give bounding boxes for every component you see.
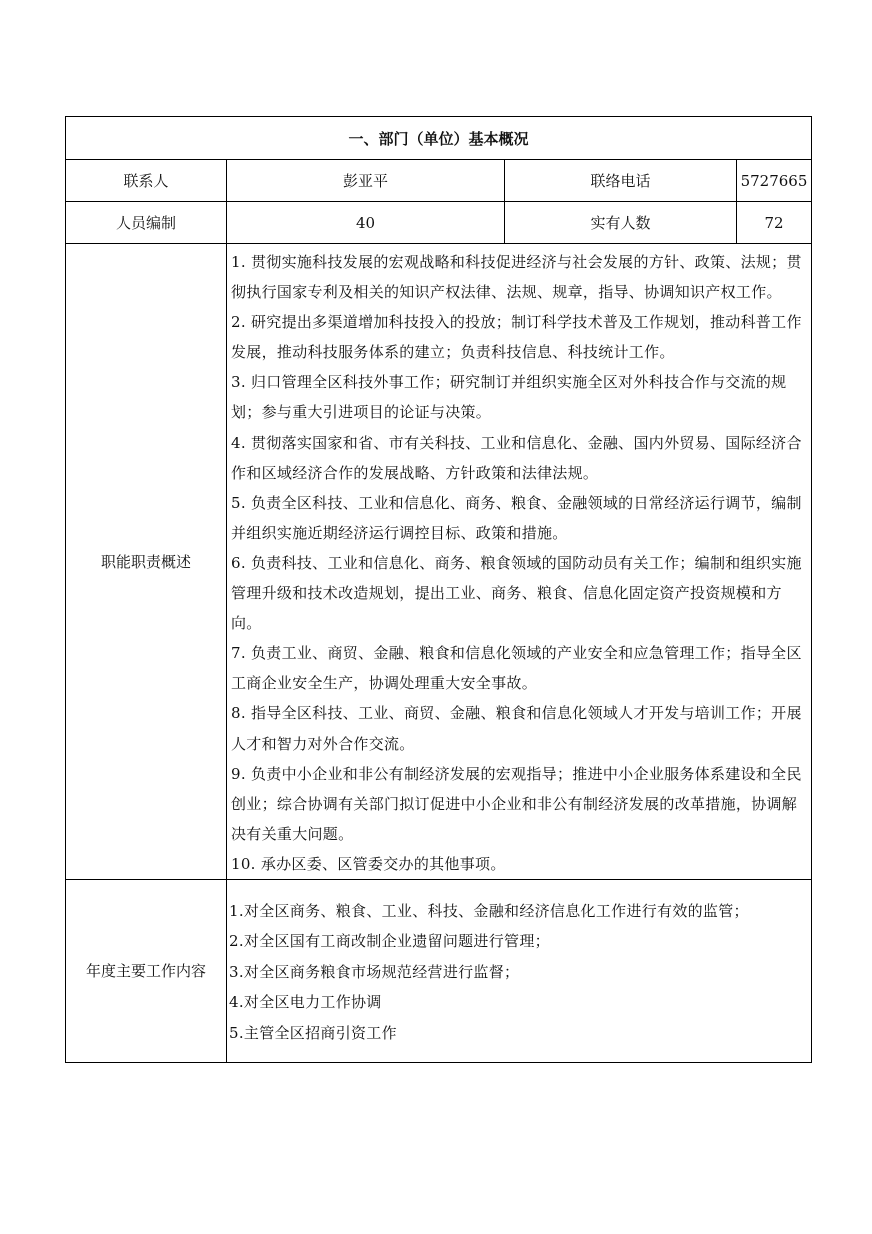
duty-item: 1. 贯彻实施科技发展的宏观战略和科技促进经济与社会发展的方针、政策、法规；贯彻执行国家专利及相关的知识产权法律、法规、规章，指导、协调知识产权工作。 xyxy=(231,253,802,302)
table-row xyxy=(66,160,812,202)
table-row xyxy=(66,879,812,1062)
duty-item: 10. 承办区委、区管委交办的其他事项。 xyxy=(231,854,506,873)
work-item: 4.对全区电力工作协调 xyxy=(229,993,382,1012)
duty-item: 2. 研究提出多渠道增加科技投入的投放；制订科学技术普及工作规划，推动科普工作发展，推动科技服务体系的建立；负责科技信息、科技统计工作。 xyxy=(231,313,802,362)
annual-work-content xyxy=(227,879,812,1062)
contact-value: 彭亚平 xyxy=(227,160,505,202)
actual-staff-label: 实有人数 xyxy=(505,202,737,244)
work-item: 2.对全区国有工商改制企业遗留问题进行管理； xyxy=(229,932,550,951)
table-row xyxy=(66,202,812,244)
staff-quota-value: 40 xyxy=(227,202,505,244)
work-item: 1.对全区商务、粮食、工业、科技、金融和经济信息化工作进行有效的监管； xyxy=(229,901,749,920)
duty-item: 4. 贯彻落实国家和省、市有关科技、工业和信息化、金融、国内外贸易、国际经济合作和区域经济合作的发展战略、方针政策和法律法规。 xyxy=(231,433,802,482)
duties-label: 职能职责概述 xyxy=(66,244,227,880)
table-row xyxy=(66,244,812,880)
duty-item: 5. 负责全区科技、工业和信息化、商务、粮食、金融领域的日常经济运行调节，编制并组织实施近期经济运行调控目标、政策和措施。 xyxy=(231,493,802,542)
duty-item: 3. 归口管理全区科技外事工作；研究制订并组织实施全区对外科技合作与交流的规划；参与重大引进项目的论证与决策。 xyxy=(231,373,787,422)
work-item: 5.主管全区招商引资工作 xyxy=(229,1023,397,1042)
work-item: 3.对全区商务粮食市场规范经营进行监督； xyxy=(229,962,520,981)
basic-info-table xyxy=(65,116,812,1063)
table-title: 一、部门（单位）基本概况 xyxy=(66,117,812,160)
phone-label: 联络电话 xyxy=(505,160,737,202)
annual-work-label: 年度主要工作内容 xyxy=(66,879,227,1062)
actual-staff-value: 72 xyxy=(737,202,812,244)
duty-item: 6. 负责科技、工业和信息化、商务、粮食领域的国防动员有关工作；编制和组织实施管理升级和技术改造规划，提出工业、商务、粮食、信息化固定资产投资规模和方向。 xyxy=(231,553,802,633)
duties-content xyxy=(227,244,812,880)
duty-item: 9. 负责中小企业和非公有制经济发展的宏观指导；推进中小企业服务体系建设和全民创业；综合协调有关部门拟订促进中小企业和非公有制经济发展的改革措施，协调解决有关重大问题。 xyxy=(231,764,802,843)
duty-item: 7. 负责工业、商贸、金融、粮食和信息化领域的产业安全和应急管理工作；指导全区工商企业安全生产，协调处理重大安全事故。 xyxy=(231,644,802,693)
duty-item: 8. 指导全区科技、工业、商贸、金融、粮食和信息化领域人才开发与培训工作；开展人才和智力对外合作交流。 xyxy=(231,704,802,753)
phone-value: 5727665 xyxy=(737,160,812,202)
staff-quota-label: 人员编制 xyxy=(66,202,227,244)
contact-label: 联系人 xyxy=(66,160,227,202)
